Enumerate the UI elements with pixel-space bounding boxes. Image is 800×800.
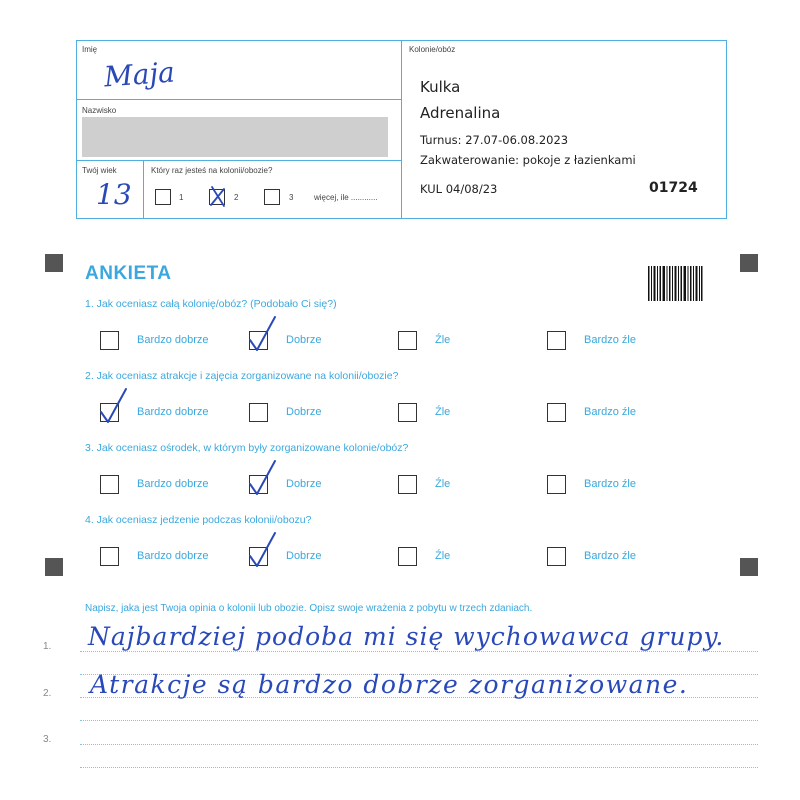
option-label: Dobrze (286, 334, 322, 346)
option-label: Źle (435, 550, 451, 562)
name-value[interactable]: Maja (102, 55, 176, 94)
question-2: 2. Jak oceniasz atrakcje i zajęcia zorganizowane na kolonii/obozie? (85, 370, 399, 382)
accommodation-text: Zakwaterowanie: pokoje z łazienkami (420, 153, 636, 167)
checkmark-q1 (250, 317, 275, 350)
option-label: Bardzo źle (584, 478, 636, 490)
option-label: Dobrze (286, 406, 322, 418)
x-mark-times (211, 187, 224, 206)
camp-label: Kolonie/obóz (409, 45, 456, 54)
question-4: 4. Jak oceniasz jedzenie podczas kolonii/obozu? (85, 514, 312, 526)
line-number-2: 2. (43, 688, 52, 699)
times-option-more: więcej, ile ............ (314, 193, 378, 202)
surname-label: Nazwisko (82, 106, 117, 115)
times-option-2: 2 (234, 193, 239, 202)
question-3: 3. Jak oceniasz ośrodek, w którym były zorganizowane kolonie/obóz? (85, 442, 409, 454)
camp-program: Adrenalina (420, 104, 501, 122)
option-label: Bardzo dobrze (137, 406, 209, 418)
option-label: Bardzo dobrze (137, 334, 209, 346)
option-label: Dobrze (286, 550, 322, 562)
camp-code: KUL 04/08/23 (420, 182, 498, 196)
line-number-3: 3. (43, 734, 52, 745)
camp-name: Kulka (420, 78, 461, 96)
age-label: Twój wiek (82, 166, 117, 175)
form-number: 01724 (649, 180, 698, 196)
times-label: Który raz jesteś na kolonii/obozie? (151, 166, 273, 175)
checkmark-q3 (250, 461, 275, 494)
answer-1[interactable]: Najbardziej podoba mi się wychowawca grupy. (88, 622, 725, 651)
option-label: Bardzo źle (584, 406, 636, 418)
name-label: Imię (82, 45, 98, 54)
opinion-prompt: Napisz, jaka jest Twoja opinia o kolonii lub obozie. Opisz swoje wrażenia z pobytu w trzech zdaniach. (85, 603, 533, 614)
option-label: Źle (435, 334, 451, 346)
times-option-1: 1 (179, 193, 184, 202)
option-label: Bardzo dobrze (137, 478, 209, 490)
checkmark-q4 (250, 533, 275, 566)
age-value[interactable]: 13 (96, 178, 132, 211)
option-label: Bardzo dobrze (137, 550, 209, 562)
option-label: Dobrze (286, 478, 322, 490)
line-number-1: 1. (43, 641, 52, 652)
option-label: Bardzo źle (584, 334, 636, 346)
option-label: Źle (435, 478, 451, 490)
option-label: Źle (435, 406, 451, 418)
times-option-3: 3 (289, 193, 294, 202)
checkmark-q2 (101, 389, 126, 422)
survey-title: ANKIETA (85, 263, 172, 284)
question-1: 1. Jak oceniasz całą kolonię/obóz? (Podobało Ci się?) (85, 298, 337, 310)
turnus-text: Turnus: 27.07-06.08.2023 (420, 133, 569, 147)
answer-2[interactable]: Atrakcje są bardzo dobrze zorganizowane. (90, 670, 689, 699)
option-label: Bardzo źle (584, 550, 636, 562)
